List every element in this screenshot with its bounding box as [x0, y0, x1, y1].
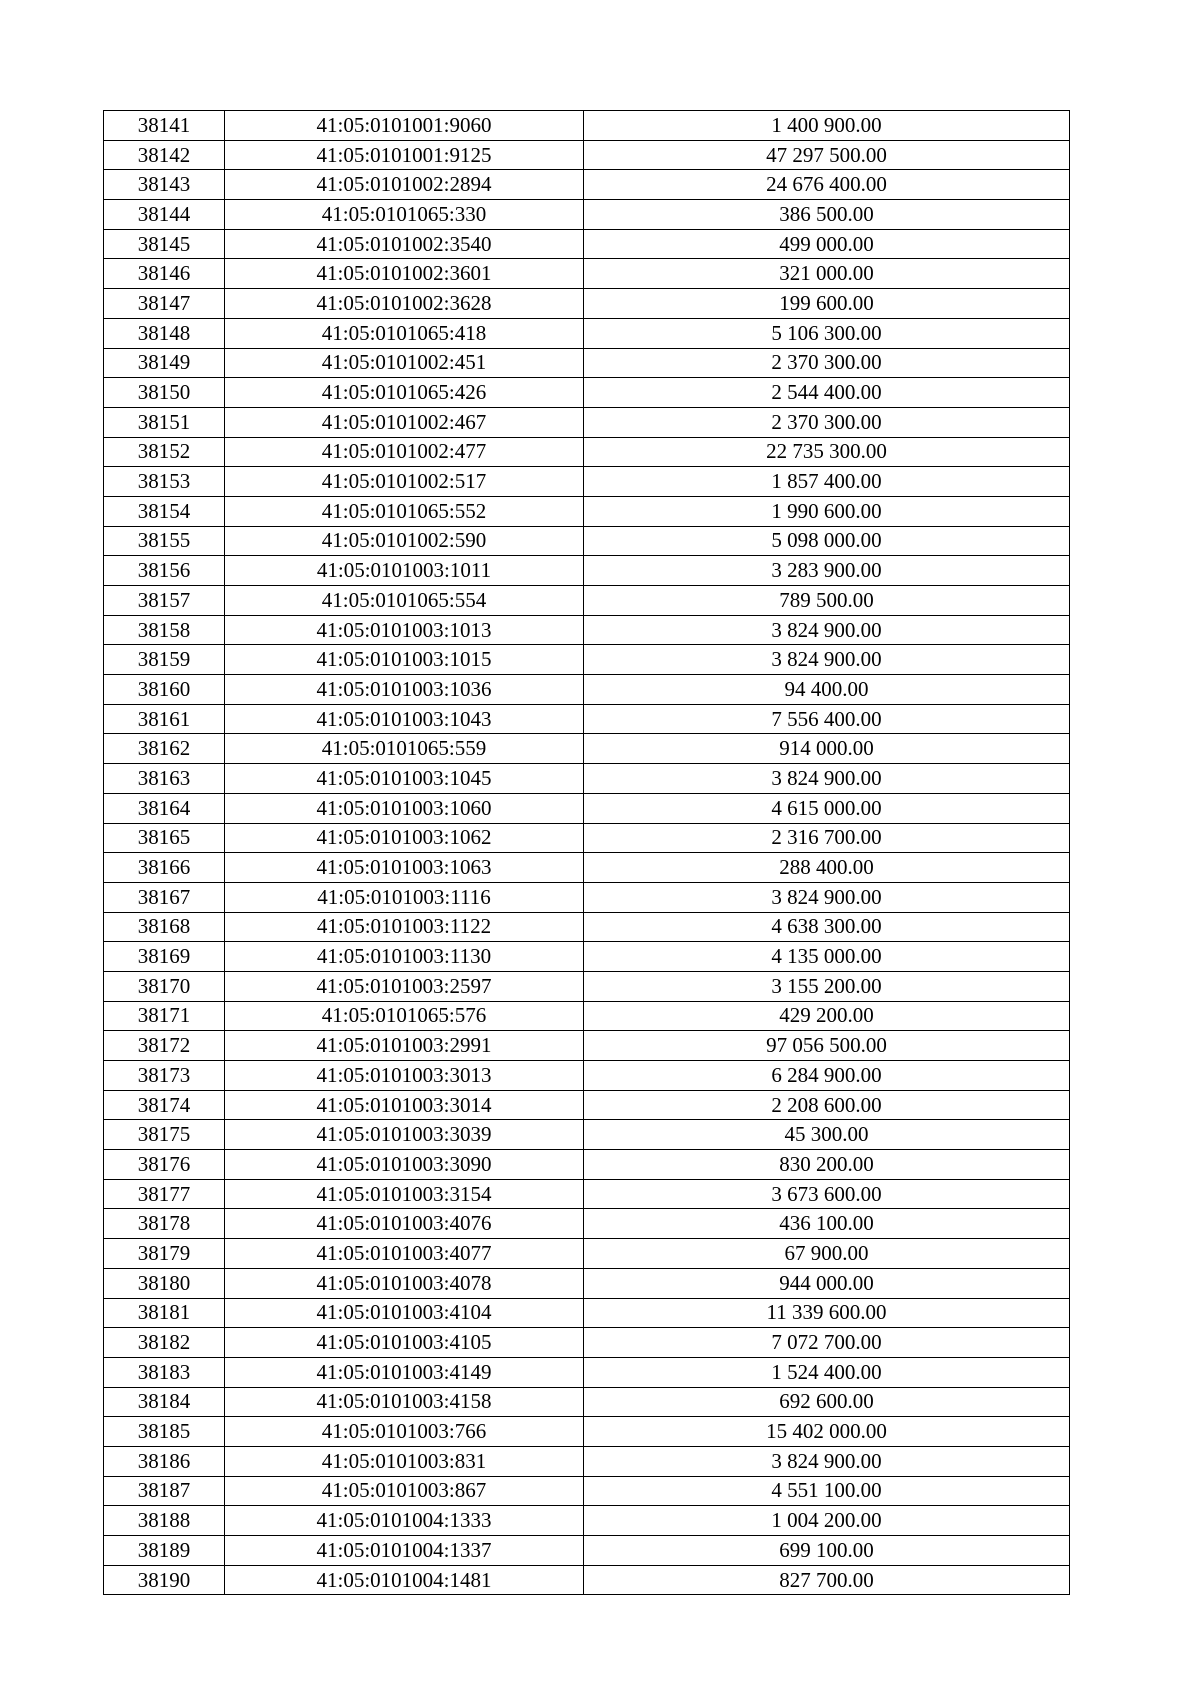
row-number-cell: 38154 [104, 496, 225, 526]
cadastral-number-cell: 41:05:0101003:3014 [225, 1090, 584, 1120]
cadastral-value-cell: 7 556 400.00 [584, 704, 1070, 734]
cadastral-value-cell: 429 200.00 [584, 1001, 1070, 1031]
cadastral-value-cell: 499 000.00 [584, 229, 1070, 259]
cadastral-value-cell: 436 100.00 [584, 1209, 1070, 1239]
cadastral-value-cell: 3 824 900.00 [584, 615, 1070, 645]
row-number-cell: 38163 [104, 764, 225, 794]
cadastral-number-cell: 41:05:0101003:4076 [225, 1209, 584, 1239]
row-number-cell: 38141 [104, 111, 225, 141]
table-row [104, 1120, 1070, 1150]
table-row [104, 556, 1070, 586]
row-number-cell: 38169 [104, 942, 225, 972]
row-number-cell: 38153 [104, 467, 225, 497]
cadastral-value-cell: 4 615 000.00 [584, 793, 1070, 823]
cadastral-value-cell: 4 135 000.00 [584, 942, 1070, 972]
table-row [104, 1268, 1070, 1298]
row-number-cell: 38145 [104, 229, 225, 259]
table-row [104, 1298, 1070, 1328]
cadastral-value-table [103, 110, 1070, 1595]
table-row [104, 378, 1070, 408]
cadastral-value-cell: 3 283 900.00 [584, 556, 1070, 586]
row-number-cell: 38164 [104, 793, 225, 823]
cadastral-number-cell: 41:05:0101065:576 [225, 1001, 584, 1031]
table-row [104, 823, 1070, 853]
cadastral-value-cell: 94 400.00 [584, 675, 1070, 705]
cadastral-number-cell: 41:05:0101002:3540 [225, 229, 584, 259]
row-number-cell: 38161 [104, 704, 225, 734]
row-number-cell: 38167 [104, 882, 225, 912]
cadastral-value-cell: 2 316 700.00 [584, 823, 1070, 853]
row-number-cell: 38180 [104, 1268, 225, 1298]
cadastral-value-cell: 11 339 600.00 [584, 1298, 1070, 1328]
row-number-cell: 38177 [104, 1179, 225, 1209]
table-row [104, 912, 1070, 942]
table-row [104, 140, 1070, 170]
cadastral-number-cell: 41:05:0101003:4149 [225, 1357, 584, 1387]
row-number-cell: 38187 [104, 1476, 225, 1506]
cadastral-value-cell: 699 100.00 [584, 1536, 1070, 1566]
row-number-cell: 38149 [104, 348, 225, 378]
cadastral-value-cell: 4 551 100.00 [584, 1476, 1070, 1506]
cadastral-value-cell: 3 824 900.00 [584, 764, 1070, 794]
row-number-cell: 38147 [104, 289, 225, 319]
table-row [104, 1446, 1070, 1476]
cadastral-value-cell: 1 400 900.00 [584, 111, 1070, 141]
cadastral-value-cell: 830 200.00 [584, 1150, 1070, 1180]
row-number-cell: 38179 [104, 1239, 225, 1269]
table-row [104, 407, 1070, 437]
cadastral-number-cell: 41:05:0101004:1481 [225, 1565, 584, 1595]
cadastral-number-cell: 41:05:0101002:477 [225, 437, 584, 467]
cadastral-value-cell: 827 700.00 [584, 1565, 1070, 1595]
row-number-cell: 38159 [104, 645, 225, 675]
table-row [104, 318, 1070, 348]
table-row [104, 1179, 1070, 1209]
cadastral-value-cell: 2 370 300.00 [584, 407, 1070, 437]
row-number-cell: 38158 [104, 615, 225, 645]
cadastral-number-cell: 41:05:0101003:1060 [225, 793, 584, 823]
cadastral-number-cell: 41:05:0101065:552 [225, 496, 584, 526]
cadastral-value-cell: 7 072 700.00 [584, 1328, 1070, 1358]
cadastral-number-cell: 41:05:0101065:418 [225, 318, 584, 348]
cadastral-number-cell: 41:05:0101003:3090 [225, 1150, 584, 1180]
cadastral-number-cell: 41:05:0101003:2597 [225, 971, 584, 1001]
cadastral-value-cell: 288 400.00 [584, 853, 1070, 883]
cadastral-value-cell: 3 824 900.00 [584, 1446, 1070, 1476]
row-number-cell: 38182 [104, 1328, 225, 1358]
cadastral-number-cell: 41:05:0101065:559 [225, 734, 584, 764]
cadastral-number-cell: 41:05:0101003:1063 [225, 853, 584, 883]
row-number-cell: 38190 [104, 1565, 225, 1595]
row-number-cell: 38142 [104, 140, 225, 170]
cadastral-number-cell: 41:05:0101003:1130 [225, 942, 584, 972]
row-number-cell: 38185 [104, 1417, 225, 1447]
cadastral-number-cell: 41:05:0101003:2991 [225, 1031, 584, 1061]
table-row [104, 1328, 1070, 1358]
cadastral-value-cell: 1 990 600.00 [584, 496, 1070, 526]
cadastral-number-cell: 41:05:0101003:766 [225, 1417, 584, 1447]
cadastral-number-cell: 41:05:0101002:3601 [225, 259, 584, 289]
cadastral-value-cell: 1 524 400.00 [584, 1357, 1070, 1387]
table-row [104, 1565, 1070, 1595]
table-row [104, 1476, 1070, 1506]
cadastral-value-cell: 944 000.00 [584, 1268, 1070, 1298]
table-row [104, 289, 1070, 319]
table-row [104, 526, 1070, 556]
table-row [104, 764, 1070, 794]
row-number-cell: 38183 [104, 1357, 225, 1387]
table-row [104, 111, 1070, 141]
cadastral-number-cell: 41:05:0101065:426 [225, 378, 584, 408]
cadastral-value-cell: 1 004 200.00 [584, 1506, 1070, 1536]
cadastral-value-cell: 3 155 200.00 [584, 971, 1070, 1001]
cadastral-value-cell: 5 106 300.00 [584, 318, 1070, 348]
cadastral-value-cell: 15 402 000.00 [584, 1417, 1070, 1447]
table-row [104, 853, 1070, 883]
table-row [104, 1506, 1070, 1536]
row-number-cell: 38176 [104, 1150, 225, 1180]
row-number-cell: 38144 [104, 200, 225, 230]
cadastral-number-cell: 41:05:0101003:1015 [225, 645, 584, 675]
cadastral-value-cell: 97 056 500.00 [584, 1031, 1070, 1061]
table-row [104, 1239, 1070, 1269]
cadastral-value-cell: 692 600.00 [584, 1387, 1070, 1417]
row-number-cell: 38151 [104, 407, 225, 437]
cadastral-number-cell: 41:05:0101003:4105 [225, 1328, 584, 1358]
cadastral-value-cell: 5 098 000.00 [584, 526, 1070, 556]
cadastral-number-cell: 41:05:0101003:1011 [225, 556, 584, 586]
table-row [104, 1387, 1070, 1417]
cadastral-number-cell: 41:05:0101003:867 [225, 1476, 584, 1506]
row-number-cell: 38150 [104, 378, 225, 408]
table-body [104, 111, 1070, 1595]
table-row [104, 734, 1070, 764]
cadastral-number-cell: 41:05:0101003:1045 [225, 764, 584, 794]
cadastral-number-cell: 41:05:0101002:451 [225, 348, 584, 378]
cadastral-value-cell: 3 824 900.00 [584, 882, 1070, 912]
cadastral-number-cell: 41:05:0101003:1122 [225, 912, 584, 942]
cadastral-value-cell: 2 208 600.00 [584, 1090, 1070, 1120]
table-row [104, 1150, 1070, 1180]
table-row [104, 942, 1070, 972]
row-number-cell: 38170 [104, 971, 225, 1001]
cadastral-value-cell: 386 500.00 [584, 200, 1070, 230]
table-row [104, 971, 1070, 1001]
table-row [104, 1536, 1070, 1566]
cadastral-number-cell: 41:05:0101003:1116 [225, 882, 584, 912]
cadastral-number-cell: 41:05:0101003:4077 [225, 1239, 584, 1269]
cadastral-number-cell: 41:05:0101002:517 [225, 467, 584, 497]
cadastral-value-cell: 321 000.00 [584, 259, 1070, 289]
cadastral-number-cell: 41:05:0101004:1333 [225, 1506, 584, 1536]
cadastral-value-cell: 24 676 400.00 [584, 170, 1070, 200]
cadastral-number-cell: 41:05:0101003:831 [225, 1446, 584, 1476]
row-number-cell: 38181 [104, 1298, 225, 1328]
cadastral-value-cell: 3 673 600.00 [584, 1179, 1070, 1209]
table-row [104, 200, 1070, 230]
cadastral-value-cell: 199 600.00 [584, 289, 1070, 319]
cadastral-number-cell: 41:05:0101004:1337 [225, 1536, 584, 1566]
cadastral-value-cell: 914 000.00 [584, 734, 1070, 764]
cadastral-number-cell: 41:05:0101002:3628 [225, 289, 584, 319]
table-row [104, 645, 1070, 675]
table-row [104, 1357, 1070, 1387]
table-row [104, 348, 1070, 378]
table-row [104, 1417, 1070, 1447]
row-number-cell: 38175 [104, 1120, 225, 1150]
row-number-cell: 38165 [104, 823, 225, 853]
row-number-cell: 38174 [104, 1090, 225, 1120]
cadastral-value-cell: 47 297 500.00 [584, 140, 1070, 170]
cadastral-number-cell: 41:05:0101002:590 [225, 526, 584, 556]
row-number-cell: 38156 [104, 556, 225, 586]
cadastral-number-cell: 41:05:0101003:4104 [225, 1298, 584, 1328]
table-row [104, 496, 1070, 526]
table-row [104, 675, 1070, 705]
table-row [104, 259, 1070, 289]
cadastral-number-cell: 41:05:0101003:4158 [225, 1387, 584, 1417]
table-row [104, 437, 1070, 467]
cadastral-number-cell: 41:05:0101003:1036 [225, 675, 584, 705]
table-row [104, 615, 1070, 645]
cadastral-value-cell: 2 370 300.00 [584, 348, 1070, 378]
cadastral-number-cell: 41:05:0101002:467 [225, 407, 584, 437]
row-number-cell: 38162 [104, 734, 225, 764]
cadastral-value-cell: 3 824 900.00 [584, 645, 1070, 675]
cadastral-number-cell: 41:05:0101003:1043 [225, 704, 584, 734]
cadastral-number-cell: 41:05:0101003:4078 [225, 1268, 584, 1298]
cadastral-value-cell: 45 300.00 [584, 1120, 1070, 1150]
table-row [104, 1090, 1070, 1120]
cadastral-value-cell: 1 857 400.00 [584, 467, 1070, 497]
row-number-cell: 38157 [104, 586, 225, 616]
row-number-cell: 38171 [104, 1001, 225, 1031]
table-row [104, 467, 1070, 497]
cadastral-value-cell: 6 284 900.00 [584, 1061, 1070, 1091]
table-row [104, 170, 1070, 200]
row-number-cell: 38168 [104, 912, 225, 942]
row-number-cell: 38178 [104, 1209, 225, 1239]
cadastral-number-cell: 41:05:0101003:3039 [225, 1120, 584, 1150]
row-number-cell: 38172 [104, 1031, 225, 1061]
row-number-cell: 38152 [104, 437, 225, 467]
row-number-cell: 38188 [104, 1506, 225, 1536]
row-number-cell: 38166 [104, 853, 225, 883]
row-number-cell: 38155 [104, 526, 225, 556]
row-number-cell: 38173 [104, 1061, 225, 1091]
row-number-cell: 38146 [104, 259, 225, 289]
table-row [104, 586, 1070, 616]
table-row [104, 229, 1070, 259]
cadastral-number-cell: 41:05:0101002:2894 [225, 170, 584, 200]
table-row [104, 793, 1070, 823]
row-number-cell: 38189 [104, 1536, 225, 1566]
cadastral-number-cell: 41:05:0101003:3154 [225, 1179, 584, 1209]
cadastral-value-cell: 2 544 400.00 [584, 378, 1070, 408]
cadastral-number-cell: 41:05:0101003:3013 [225, 1061, 584, 1091]
table-row [104, 1061, 1070, 1091]
cadastral-number-cell: 41:05:0101003:1013 [225, 615, 584, 645]
cadastral-number-cell: 41:05:0101001:9125 [225, 140, 584, 170]
cadastral-value-cell: 789 500.00 [584, 586, 1070, 616]
cadastral-number-cell: 41:05:0101065:330 [225, 200, 584, 230]
table-row [104, 1001, 1070, 1031]
row-number-cell: 38184 [104, 1387, 225, 1417]
cadastral-value-cell: 22 735 300.00 [584, 437, 1070, 467]
row-number-cell: 38148 [104, 318, 225, 348]
row-number-cell: 38186 [104, 1446, 225, 1476]
table-row [104, 704, 1070, 734]
cadastral-value-cell: 4 638 300.00 [584, 912, 1070, 942]
cadastral-value-cell: 67 900.00 [584, 1239, 1070, 1269]
table-row [104, 1031, 1070, 1061]
table-row [104, 882, 1070, 912]
table-row [104, 1209, 1070, 1239]
row-number-cell: 38160 [104, 675, 225, 705]
cadastral-number-cell: 41:05:0101001:9060 [225, 111, 584, 141]
cadastral-number-cell: 41:05:0101065:554 [225, 586, 584, 616]
cadastral-number-cell: 41:05:0101003:1062 [225, 823, 584, 853]
row-number-cell: 38143 [104, 170, 225, 200]
